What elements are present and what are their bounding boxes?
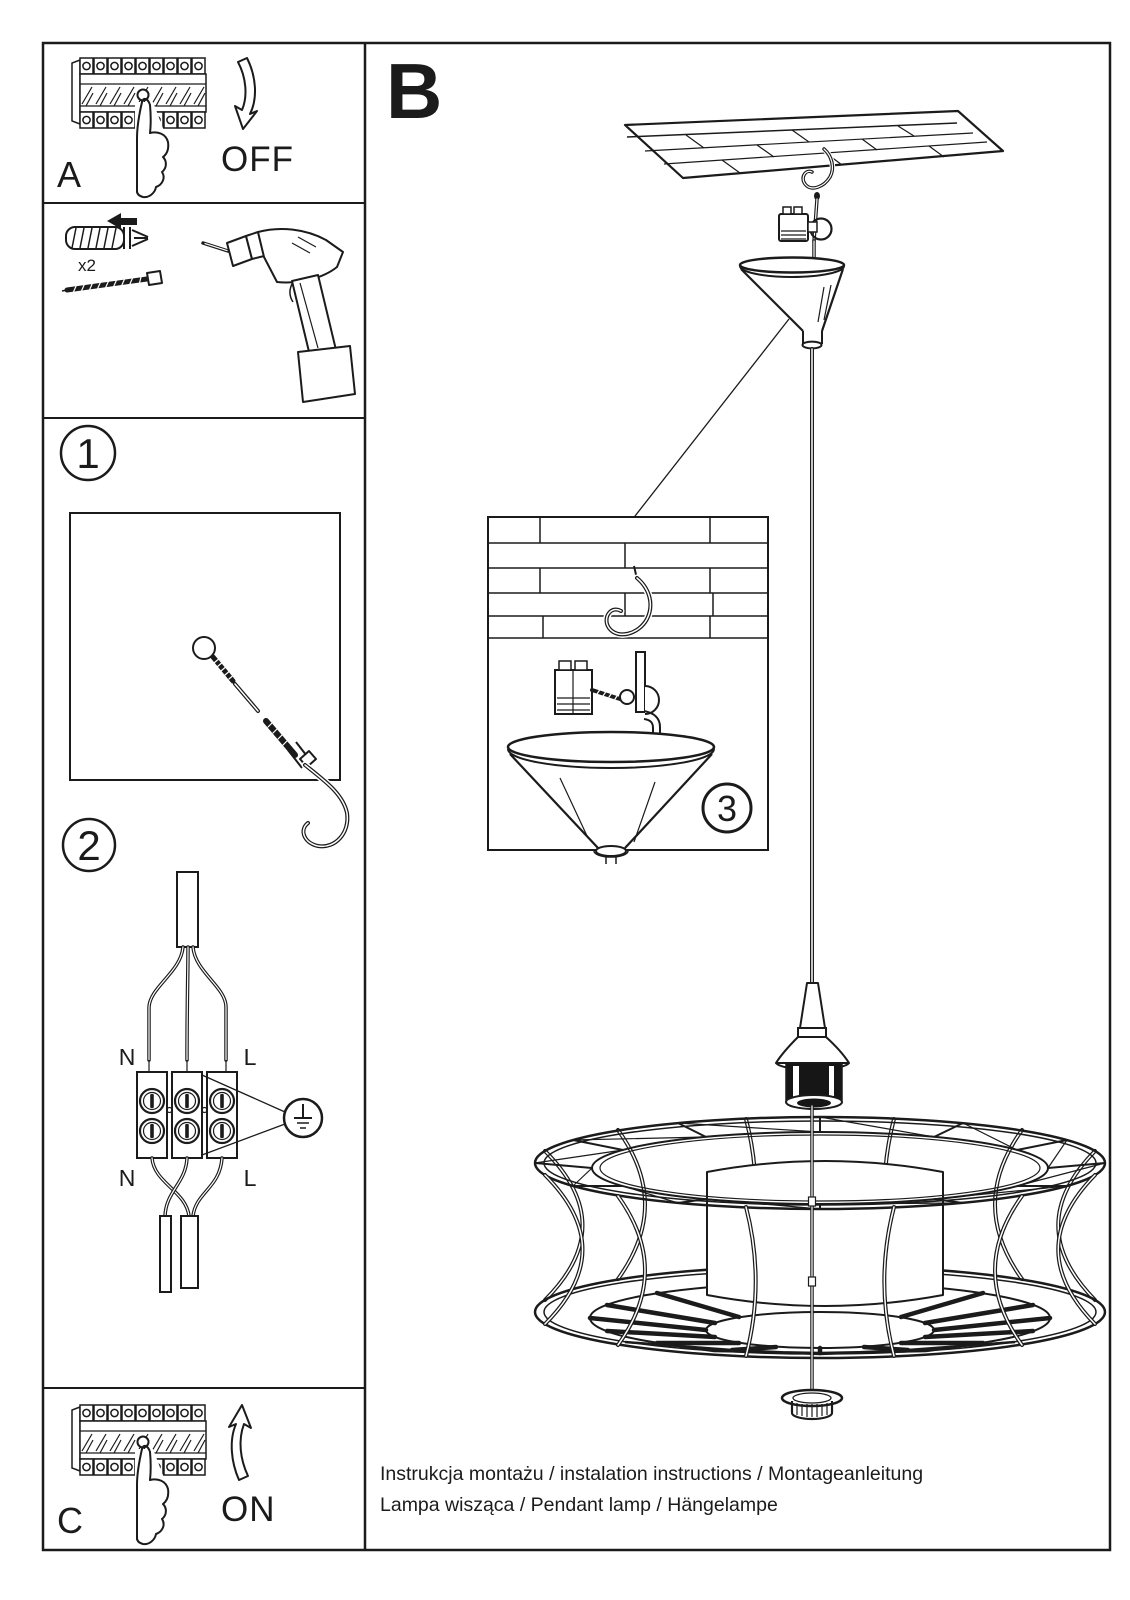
ceiling-panel bbox=[625, 111, 1003, 178]
label-l-bottom: L bbox=[243, 1165, 257, 1191]
curved-arrow-up-icon bbox=[229, 1405, 251, 1480]
wall-plug-icon bbox=[66, 213, 148, 249]
caption-line-2: Lampa wisząca / Pendant lamp / Hängelampe bbox=[380, 1494, 778, 1516]
step-2 bbox=[63, 819, 322, 1292]
screw-icon bbox=[62, 271, 162, 293]
panel-c-state: ON bbox=[221, 1490, 276, 1529]
tools-panel bbox=[62, 213, 355, 402]
panel-a bbox=[57, 58, 294, 199]
panel-c-label: C bbox=[57, 1500, 83, 1541]
label-n-top: N bbox=[118, 1044, 136, 1070]
label-n-bottom: N bbox=[118, 1165, 136, 1191]
canopy bbox=[740, 258, 844, 349]
detail-box-3 bbox=[488, 517, 768, 864]
step-1 bbox=[61, 426, 347, 846]
panel-b-label: B bbox=[386, 47, 443, 135]
lamp-socket bbox=[776, 983, 849, 1109]
terminal-block bbox=[137, 1072, 237, 1158]
detail-pointer-line bbox=[628, 319, 789, 525]
panel-a-state: OFF bbox=[221, 140, 294, 179]
detail-badge-number: 3 bbox=[716, 788, 738, 829]
step-2-number: 2 bbox=[77, 822, 101, 869]
cage-shade bbox=[535, 1106, 1105, 1393]
curved-arrow-down-icon bbox=[235, 58, 257, 129]
caption-line-1: Instrukcja montażu / instalation instructions / Montageanleitung bbox=[380, 1463, 924, 1485]
panel-b bbox=[386, 47, 1105, 1419]
label-l-top: L bbox=[243, 1044, 257, 1070]
anchor-count: x2 bbox=[78, 256, 96, 275]
panel-a-label: A bbox=[57, 154, 82, 195]
finial bbox=[782, 1390, 842, 1419]
step-1-number: 1 bbox=[76, 430, 100, 477]
panel-c bbox=[57, 1405, 276, 1546]
drill-icon bbox=[203, 229, 355, 402]
footer bbox=[380, 1463, 923, 1516]
mains-cable-icon bbox=[149, 872, 226, 1072]
lamp-wires-icon bbox=[152, 1158, 222, 1292]
diffuser bbox=[707, 1161, 943, 1306]
cable-grip bbox=[779, 192, 832, 259]
drilling-diagram-box bbox=[70, 513, 340, 780]
